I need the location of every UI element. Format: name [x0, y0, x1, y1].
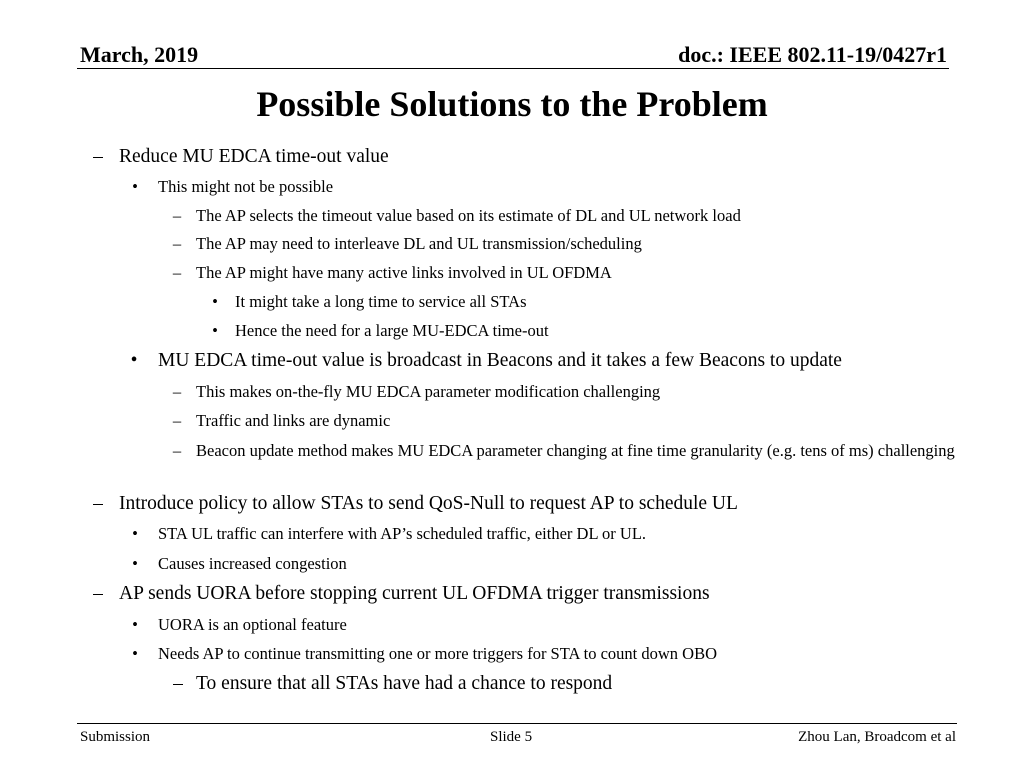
bullet-level2: UORA is an optional feature: [158, 615, 347, 634]
dash-bullet: –: [172, 234, 182, 253]
dash-bullet: –: [93, 493, 103, 514]
dash-bullet: –: [172, 441, 182, 460]
bullet-level2: This might not be possible: [158, 177, 334, 196]
footer-slide-number: Slide 5: [490, 729, 533, 745]
bullet-level2: Needs AP to continue transmitting one or more triggers for STA to count down OBO: [158, 644, 717, 663]
dash-bullet: –: [93, 583, 103, 604]
bullet-level3: To ensure that all STAs have had a chance to respond: [196, 673, 613, 694]
dash-bullet: –: [172, 411, 182, 430]
bullet-level1: AP sends UORA before stopping current UL OFDMA trigger transmissions: [119, 583, 710, 604]
bullet-level1: Reduce MU EDCA time-out value: [119, 146, 389, 167]
bullet-level2: MU EDCA time-out value is broadcast in Beacons and it takes a few Beacons to update: [158, 350, 842, 371]
dash-bullet: –: [173, 673, 183, 694]
bullet-level3: This makes on-the-fly MU EDCA parameter modification challenging: [196, 382, 661, 401]
bullet-level3: The AP selects the timeout value based on its estimate of DL and UL network load: [196, 206, 741, 225]
dot-bullet: •: [132, 644, 138, 663]
bullet-level3: The AP may need to interleave DL and UL transmission/scheduling: [196, 234, 642, 253]
bullet-level3: Traffic and links are dynamic: [196, 411, 391, 430]
footer-divider: [77, 723, 957, 724]
bullet-level2: STA UL traffic can interfere with AP’s scheduled traffic, either DL or UL.: [158, 524, 647, 543]
slide-title: Possible Solutions to the Problem: [256, 84, 768, 124]
dot-bullet: •: [132, 524, 138, 543]
footer-author: Zhou Lan, Broadcom et al: [798, 729, 956, 745]
dot-bullet: •: [130, 350, 138, 371]
header-date: March, 2019: [80, 42, 199, 67]
bullet-level1: Introduce policy to allow STAs to send QoS-Null to request AP to schedule UL: [119, 493, 738, 514]
dot-bullet: •: [132, 615, 138, 634]
dash-bullet: –: [172, 263, 182, 282]
footer-submission: Submission: [80, 729, 151, 745]
dash-bullet: –: [172, 206, 182, 225]
bullet-level3: The AP might have many active links involved in UL OFDMA: [196, 263, 612, 282]
dash-bullet: –: [172, 382, 182, 401]
dot-bullet: •: [132, 177, 138, 196]
bullet-level3: Beacon update method makes MU EDCA parameter changing at fine time granularity (e.g. tens of ms) challenging: [196, 441, 955, 460]
dot-bullet: •: [132, 554, 138, 573]
bullet-level4: Hence the need for a large MU-EDCA time-out: [235, 321, 549, 340]
dot-bullet: •: [212, 292, 218, 311]
dot-bullet: •: [212, 321, 218, 340]
bullet-level2: Causes increased congestion: [158, 554, 347, 573]
bullet-level4: It might take a long time to service all STAs: [235, 292, 527, 311]
dash-bullet: –: [93, 146, 103, 167]
header-doc-id: doc.: IEEE 802.11-19/0427r1: [678, 42, 947, 67]
